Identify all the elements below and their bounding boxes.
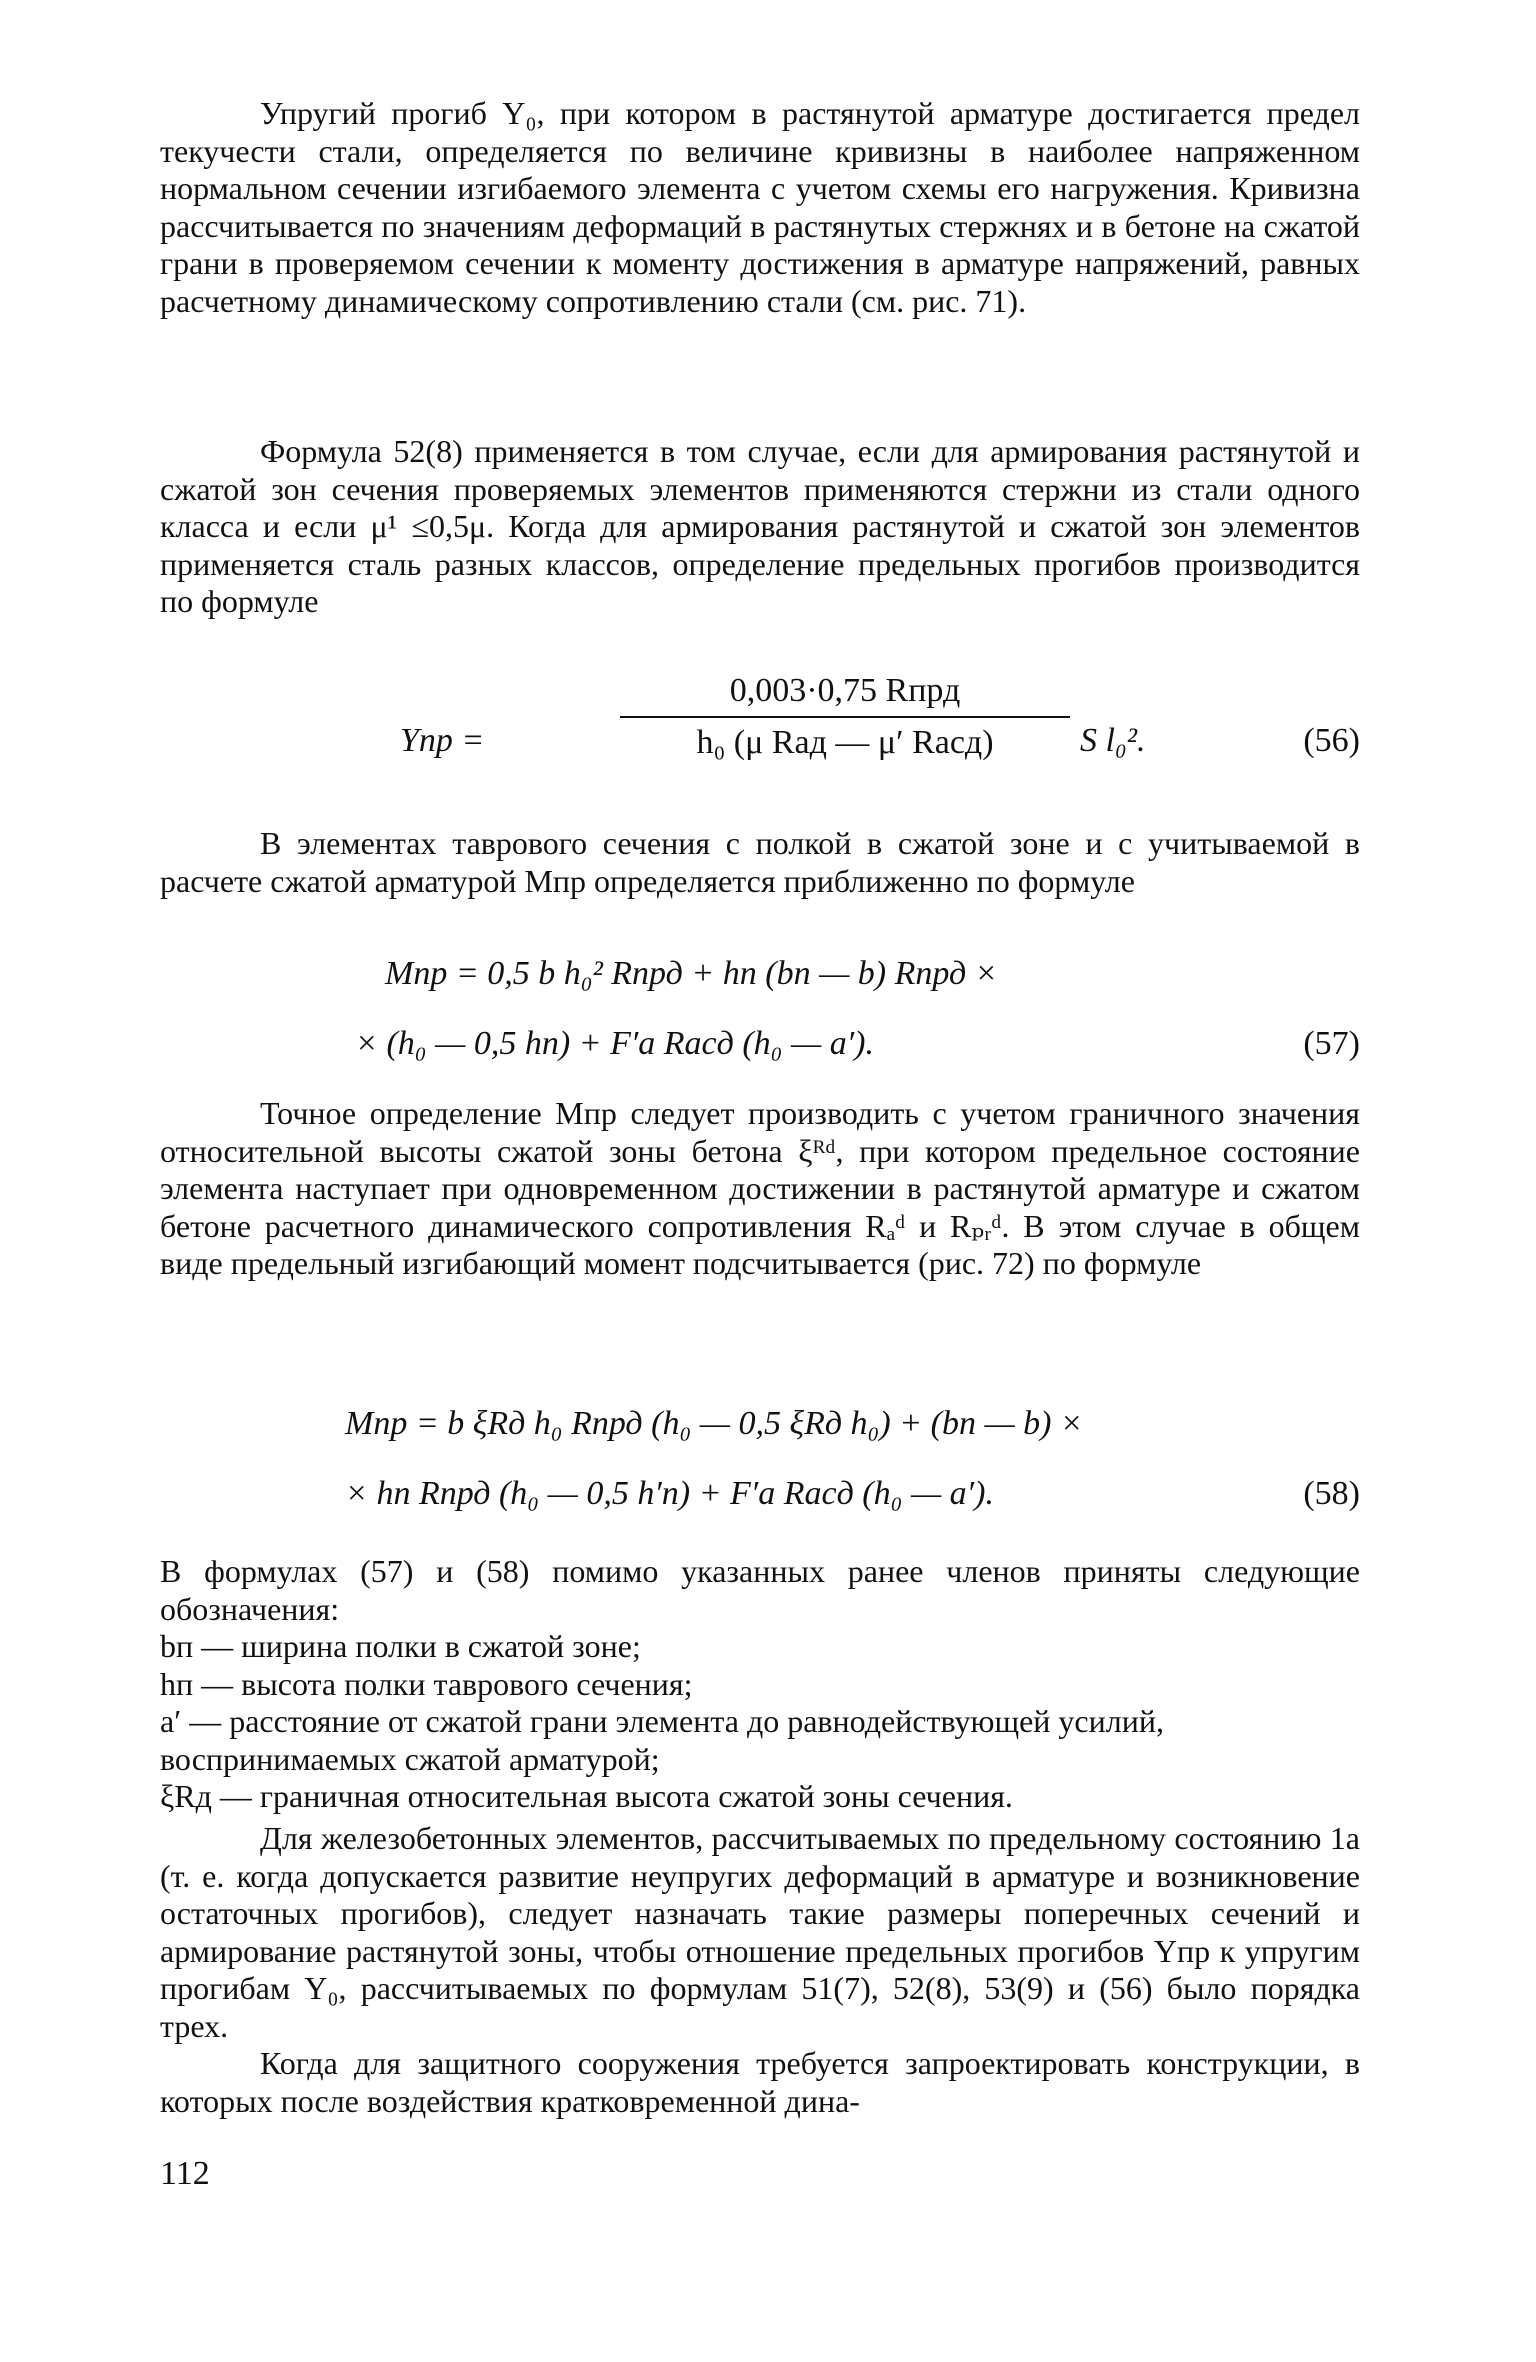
paragraph-limit-state-1a: Для железобетонных элементов, рассчитываемых по предельному состоянию 1а (т. е. когда допускается развитие неупругих деформаций в арматуре и возникновение остаточных прогибов), следует назначать такие размеры поперечных сечений и армирование растянутой зоны, чтобы отношение предельных прогибов Yпр к упругим прогибам Y₀, рассчитываемых по формулам 51(7), 52(8), 53(9) и (56) было порядка трех. (160, 1820, 1360, 2044)
definition-item: ξRд — граничная относительная высота сжатой зоны сечения. (160, 1778, 1013, 1814)
eq56-fraction (620, 672, 1070, 762)
eq58-line2: × hп Rпрд (h₀ — 0,5 h′п) + F′а Rасд (h₀ — a′). (345, 1475, 994, 1512)
definition-item: a′ — расстояние от сжатой грани элемента до равнодействующей усилий, воспринимаемых сжатой арматурой; (160, 1703, 1164, 1777)
paragraph-exact-determination: Точное определение Mпр следует производить с учетом граничного значения относительной высоты сжатой зоны бетона ξᴿᵈ, при котором предельное состояние элемента наступает при одновременном достижении в растянутой арматуре и сжатом бетоне расчетного динамического сопротивления Rₐᵈ и Rₚᵣᵈ. В этом случае в общем виде предельный изгибающий момент подсчитывается (рис. 72) по формуле (160, 1095, 1360, 1281)
definition-item: bп — ширина полки в сжатой зоне; (160, 1628, 641, 1664)
page-number: 112 (160, 2155, 210, 2192)
definitions-list (160, 1628, 1360, 1816)
eq57-number: (57) (1303, 1025, 1360, 1062)
eq56-number: (56) (1303, 722, 1360, 759)
eq56-denominator: h₀ (μ Rад — μ′ Rасд) (696, 724, 994, 761)
eq57-line2: × (h₀ — 0,5 hп) + F′а Rасд (h₀ — a′). (355, 1025, 874, 1062)
paragraph-t-section: В элементах таврового сечения с полкой в сжатой зоне и с учитываемой в расчете сжатой арматурой Mпр определяется приближенно по формуле (160, 825, 1360, 899)
eq56-lhs: Yпр = (400, 722, 485, 759)
paragraph-formula-52-applicability: Формула 52(8) применяется в том случае, если для армирования растянутой и сжатой зон сечения проверяемых элементов применяются стержни из стали одного класса и если μ¹ ≤0,5μ. Когда для армирования растянутой и сжатой зон элементов применяется сталь разных классов, определение предельных прогибов производится по формуле (160, 433, 1360, 619)
paragraph-continuation: Когда для защитного сооружения требуется запроектировать конструкции, в которых после воздействия кратковременной дина- (160, 2045, 1360, 2119)
eq56-numerator: 0,003·0,75 Rпрд (729, 672, 961, 709)
definition-item: hп — высота полки таврового сечения; (160, 1665, 693, 1702)
eq56-fraction-bar (620, 716, 1070, 718)
paragraph-elastic-deflection: Упругий прогиб Y₀, при котором в растянутой арматуре достигается предел текучести стали, определяется по величине кривизны в наиболее напряженном нормальном сечении изгибаемого элемента с учетом схемы его нагружения. Кривизна рассчитывается по значениям деформаций в растянутых стержнях и в бетоне на сжатой грани в проверяемом сечении к моменту достижения в арматуре напряжений, равных расчетному динамическому сопротивлению стали (см. рис. 71). (160, 95, 1360, 319)
eq56-rhs: S l₀². (1080, 722, 1146, 759)
eq57-line1: Mпр = 0,5 b h₀² Rпрд + hп (bп — b) Rпрд × (385, 955, 998, 992)
eq58-line1: Mпр = b ξRд h₀ Rпрд (h₀ — 0,5 ξRд h₀) + (bп — b) × (345, 1405, 1083, 1442)
eq58-number: (58) (1303, 1475, 1360, 1512)
paragraph-notation-intro: В формулах (57) и (58) помимо указанных ранее членов приняты следующие обозначения: (160, 1553, 1360, 1627)
